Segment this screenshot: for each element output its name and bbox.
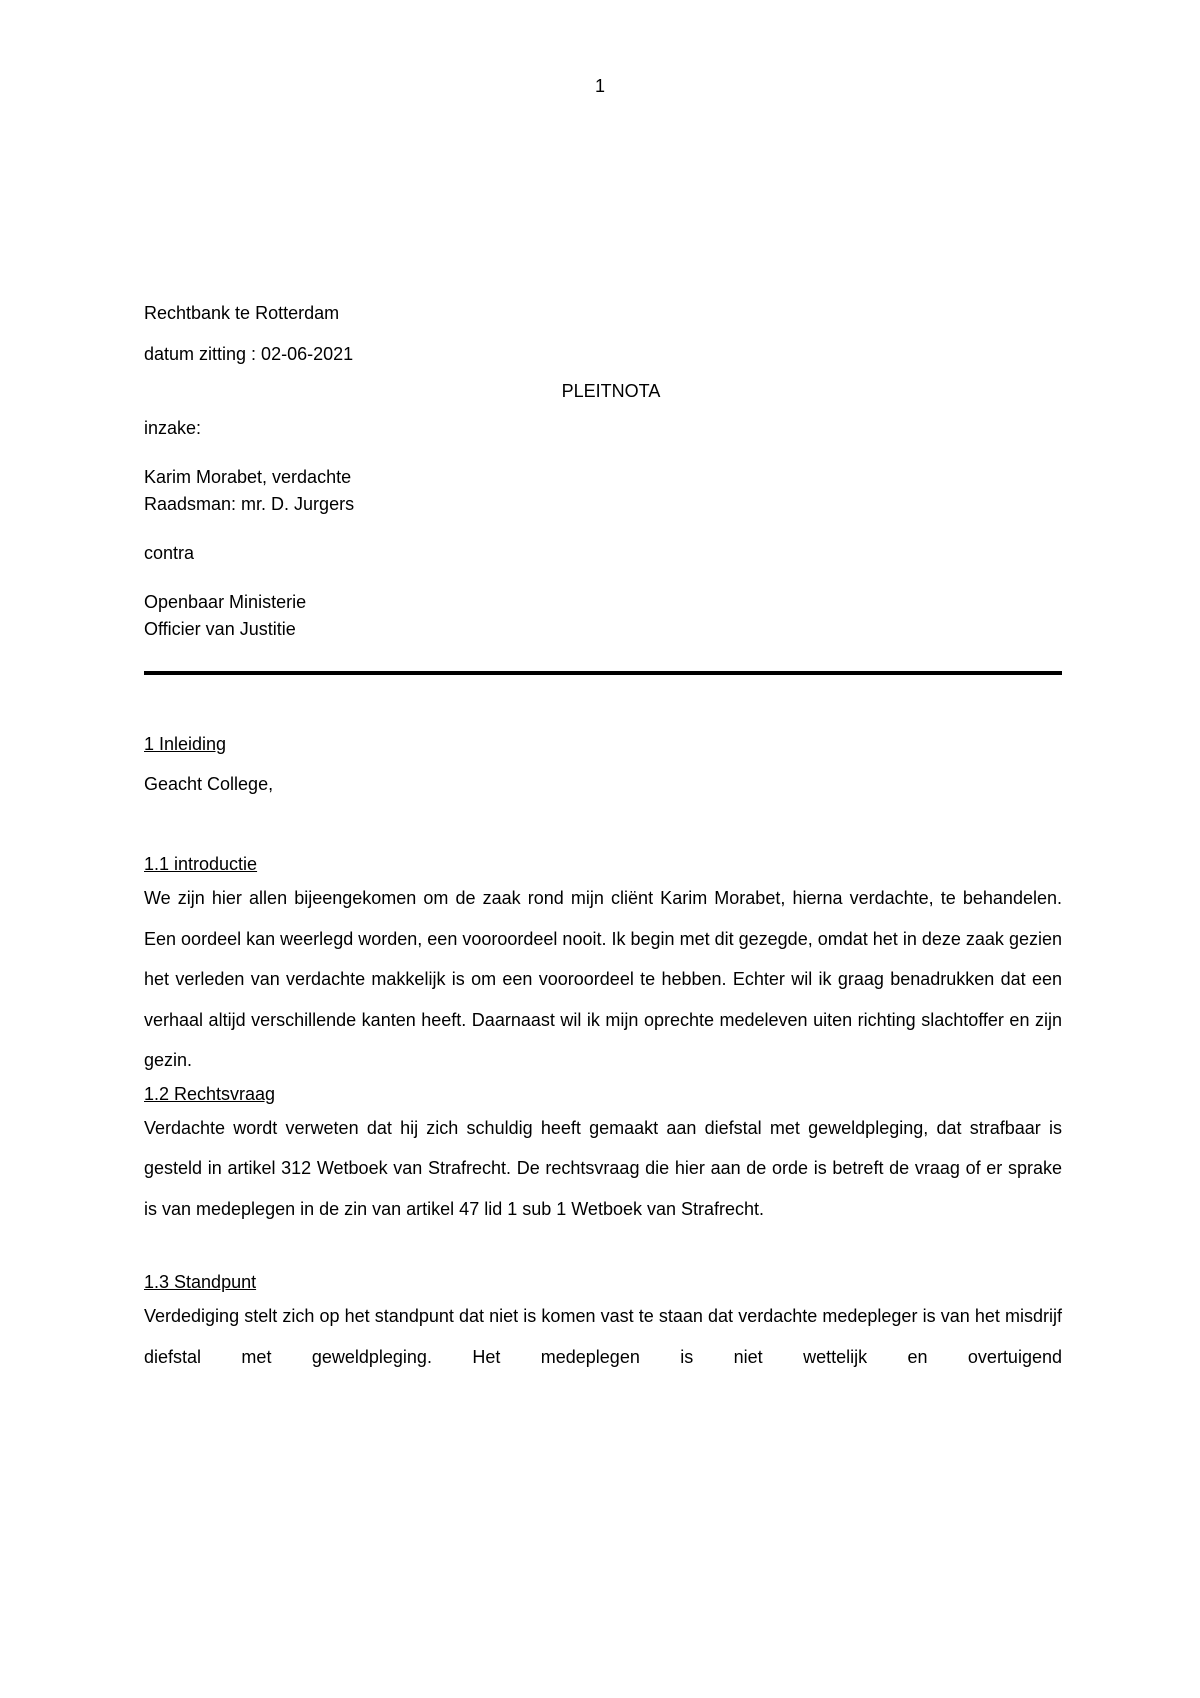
greeting: Geacht College, — [144, 774, 274, 794]
section-1-3-text: Verdediging stelt zich op het standpunt dat niet is komen vast te staan dat verdachte medepleger is van het misdrijf diefstal met geweldpleging. Het medeplegen is niet wettelijk en overtuigend — [144, 1306, 1062, 1367]
contra-label: contra — [144, 543, 195, 563]
inzake-label: inzake: — [144, 418, 202, 438]
section-1-3-heading: 1.3 Standpunt — [144, 1272, 257, 1292]
document-body — [144, 300, 1062, 1377]
defendant-counsel: Raadsman: mr. D. Jurgers — [144, 494, 355, 514]
section-1-2-heading: 1.2 Rechtsvraag — [144, 1083, 276, 1104]
court-name: Rechtbank te Rotterdam — [144, 303, 340, 323]
section-1-2-text: Verdachte wordt verweten dat hij zich schuldig heeft gemaakt aan diefstal met geweldpleging, dat strafbaar is gesteld in artikel 312 Wetboek van Strafrecht. De rechtsvraag die hier aan de orde is betreft de vraag of er sprake is van medeplegen in de zin van artikel 47 lid 1 sub 1 Wetboek van Strafrecht. — [144, 1117, 1062, 1219]
defendant-name: Karim Morabet, verdachte — [144, 467, 352, 487]
hearing-date: datum zitting : 02-06-2021 — [144, 344, 354, 364]
document-title: PLEITNOTA — [561, 381, 661, 401]
section-1-heading: 1 Inleiding — [144, 734, 227, 754]
prosecution-name: Openbaar Ministerie — [144, 592, 307, 612]
prosecution-role: Officier van Justitie — [144, 619, 296, 639]
section-1-1-text: We zijn hier allen bijeengekomen om de zaak rond mijn cliënt Karim Morabet, hierna verdachte, te behandelen. Een oordeel kan weerlegd worden, een vooroordeel nooit. Ik begin met dit gezegde, omdat het in deze zaak gezien het verleden van verdachte makkelijk is om een vooroordeel te hebben. Echter wil ik graag benadrukken dat een verhaal altijd verschillende kanten heeft. Daarnaast wil ik mijn oprechte medeleven uiten richting slachtoffer en zijn gezin. — [144, 888, 1062, 1070]
page-number: 1 — [594, 76, 605, 96]
section-1-1-heading: 1.1 introductie — [144, 854, 258, 874]
